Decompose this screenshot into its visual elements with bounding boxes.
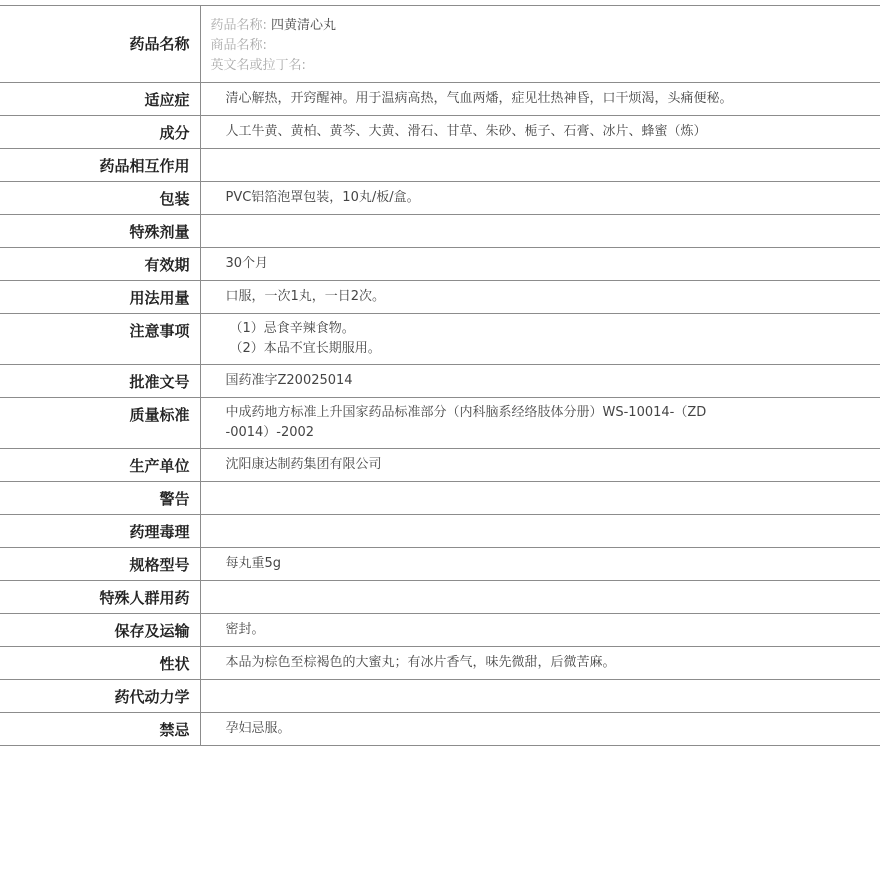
drug-name-row xyxy=(0,6,880,83)
special-dosage-value xyxy=(200,215,880,248)
caution-line: （1）忌食辛辣食物。 xyxy=(229,321,355,336)
manufacturer-value: 沈阳康达制药集团有限公司 xyxy=(225,457,382,472)
pharmacology-value xyxy=(200,515,880,548)
specification-row xyxy=(0,548,880,581)
interactions-label: 药品相互作用 xyxy=(99,157,190,175)
english-name-label: 英文名或拉丁名: xyxy=(210,58,306,73)
contraindications-value: 孕妇忌服。 xyxy=(225,721,291,736)
storage-value: 密封。 xyxy=(225,622,265,637)
packaging-row xyxy=(0,182,880,215)
pharmacokinetics-value xyxy=(200,680,880,713)
generic-name-label: 药品名称: xyxy=(210,18,267,33)
cautions-value xyxy=(200,314,880,365)
quality-standard-label: 质量标准 xyxy=(129,406,190,424)
description-label: 性状 xyxy=(159,655,190,673)
usage-value: 口服，一次1丸，一日2次。 xyxy=(225,289,386,304)
special-population-label: 特殊人群用药 xyxy=(99,589,190,607)
quality-standard-line: -0014）-2002 xyxy=(225,425,315,440)
indications-label: 适应症 xyxy=(144,91,190,109)
quality-standard-line: 中成药地方标准上升国家药品标准部分（内科脑系经络肢体分册）WS-10014-（ZD xyxy=(225,405,707,420)
ingredients-value: 人工牛黄、黄柏、黄芩、大黄、滑石、甘草、朱砂、栀子、石膏、冰片、蜂蜜（炼） xyxy=(225,124,707,139)
ingredients-label: 成分 xyxy=(159,124,190,142)
quality-standard-row xyxy=(0,398,880,449)
cautions-label: 注意事项 xyxy=(129,322,190,340)
drug-name-label: 药品名称 xyxy=(129,35,190,53)
approval-number-row xyxy=(0,365,880,398)
contraindications-row xyxy=(0,713,880,746)
approval-number-value: 国药准字Z20025014 xyxy=(225,373,353,388)
ingredients-row xyxy=(0,116,880,149)
generic-name-value: 四黄清心丸 xyxy=(271,18,337,33)
description-value: 本品为棕色至棕褐色的大蜜丸；有冰片香气，味先微甜，后微苦麻。 xyxy=(225,655,616,670)
special-population-value xyxy=(200,581,880,614)
pharmacokinetics-row xyxy=(0,680,880,713)
packaging-value: PVC铝箔泡罩包装，10丸/板/盒。 xyxy=(225,190,420,205)
usage-row xyxy=(0,281,880,314)
pharmacokinetics-label: 药代动力学 xyxy=(114,688,190,706)
warning-row xyxy=(0,482,880,515)
interactions-value xyxy=(200,149,880,182)
shelf-life-row xyxy=(0,248,880,281)
trade-name-label: 商品名称: xyxy=(210,38,267,53)
approval-number-label: 批准文号 xyxy=(129,373,190,391)
storage-row xyxy=(0,614,880,647)
interactions-row xyxy=(0,149,880,182)
pharmacology-label: 药理毒理 xyxy=(129,523,190,541)
warning-label: 警告 xyxy=(159,490,190,508)
special-population-row xyxy=(0,581,880,614)
quality-standard-value xyxy=(200,398,880,449)
packaging-label: 包装 xyxy=(159,190,190,208)
storage-label: 保存及运输 xyxy=(114,622,190,640)
contraindications-label: 禁忌 xyxy=(159,721,190,739)
pharmacology-row xyxy=(0,515,880,548)
warning-value xyxy=(200,482,880,515)
caution-line: （2）本品不宜长期服用。 xyxy=(229,341,381,356)
specification-label: 规格型号 xyxy=(129,556,190,574)
shelf-life-label: 有效期 xyxy=(144,256,190,274)
usage-label: 用法用量 xyxy=(129,289,190,307)
indications-row xyxy=(0,83,880,116)
special-dosage-row xyxy=(0,215,880,248)
indications-value: 清心解热，开窍醒神。用于温病高热，气血两燔，症见壮热神昏，口干烦渴，头痛便秘。 xyxy=(225,91,733,106)
description-row xyxy=(0,647,880,680)
special-dosage-label: 特殊剂量 xyxy=(129,223,190,241)
cautions-row xyxy=(0,314,880,365)
drug-spec-table xyxy=(0,5,880,746)
specification-value: 每丸重5g xyxy=(225,556,282,571)
shelf-life-value: 30个月 xyxy=(225,256,269,271)
manufacturer-label: 生产单位 xyxy=(129,457,190,475)
drug-name-value xyxy=(200,6,880,83)
manufacturer-row xyxy=(0,449,880,482)
